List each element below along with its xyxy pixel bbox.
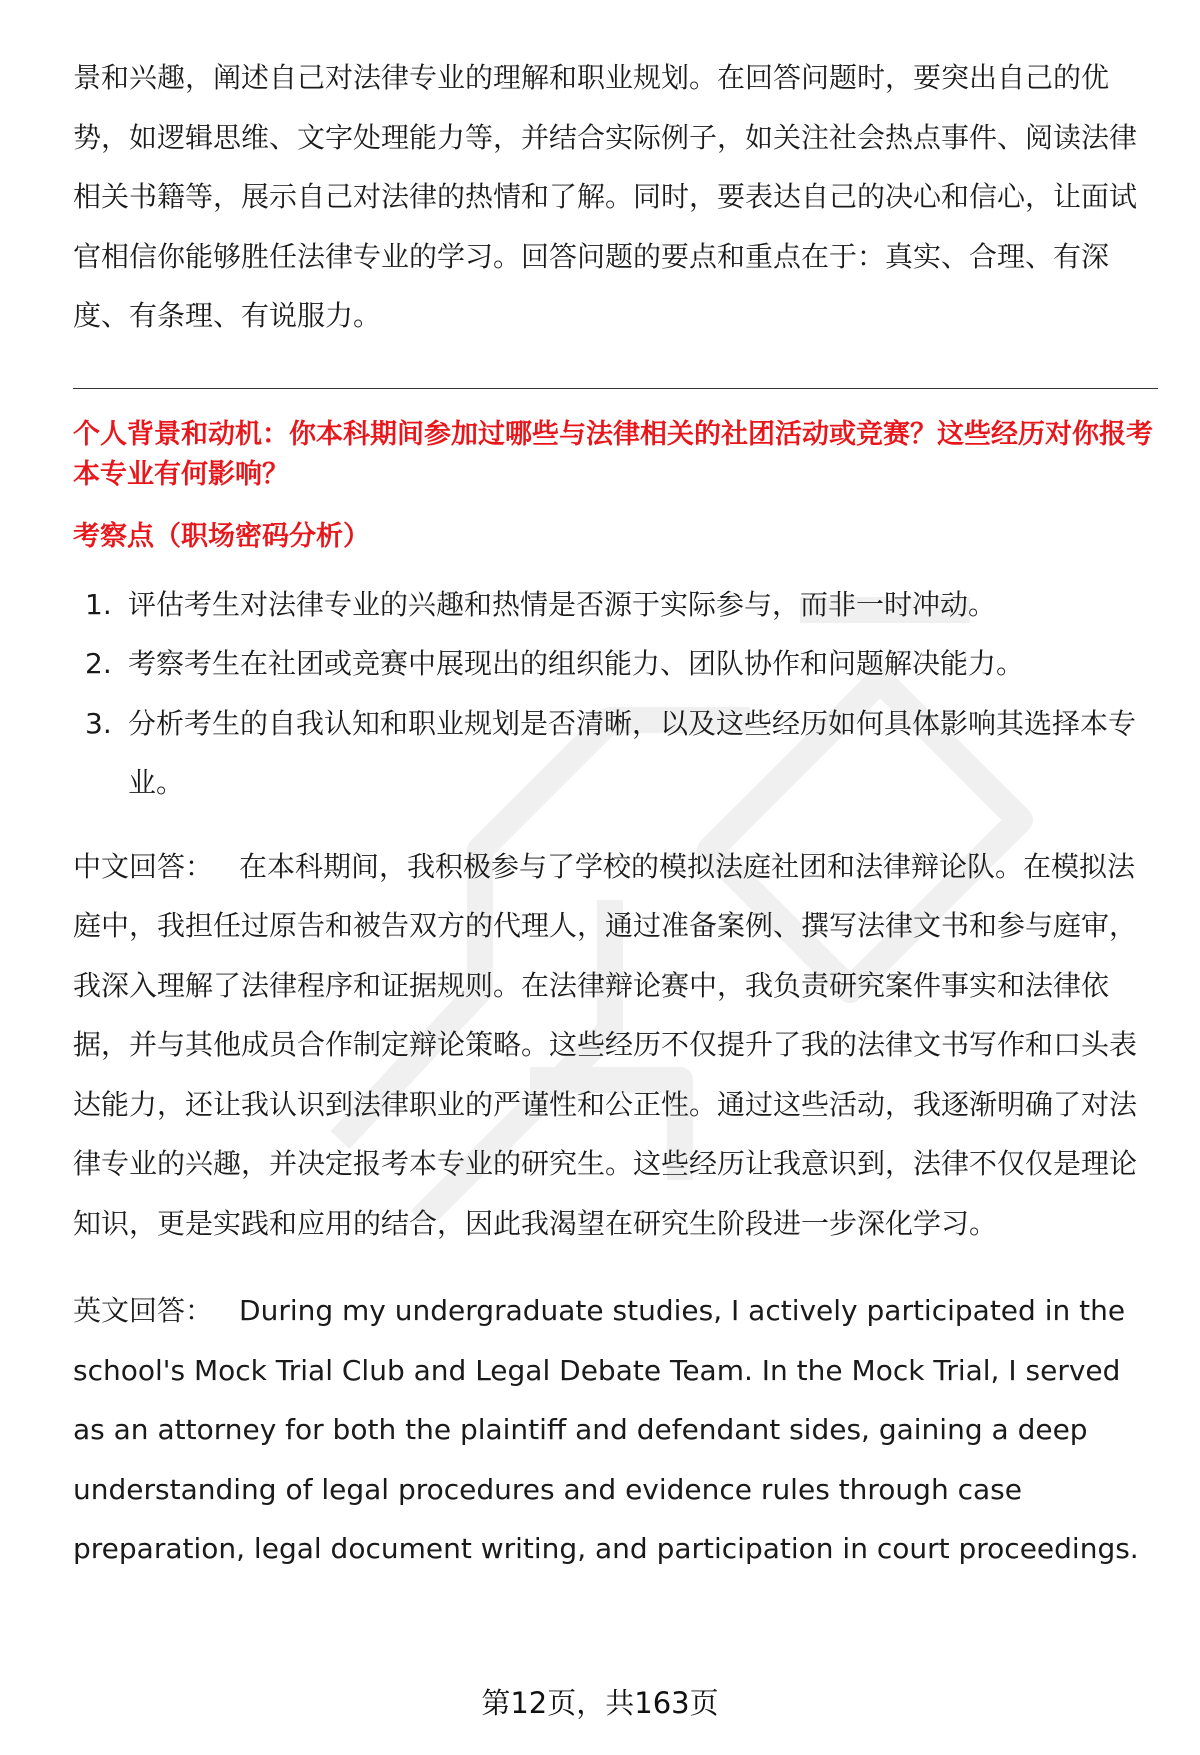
chinese-answer-label: 中文回答： (73, 849, 214, 883)
assessment-points-list (73, 575, 1158, 813)
question-heading: 个人背景和动机：你本科期间参加过哪些与法律相关的社团活动或竞赛？这些经历对你报考本专业有何影响？ (73, 418, 1153, 490)
list-item (73, 634, 1158, 694)
assessment-points-heading: 考察点（职场密码分析） (73, 520, 370, 552)
english-answer (73, 1281, 1158, 1579)
document-page (73, 48, 1158, 1579)
english-answer-text: During my undergraduate studies, I actively participated in the school's Mock Trial Club and Legal Debate Team. In the Mock Trial, I served as an attorney for both the plaintiff and defendant sides, gaining a deep understanding of legal procedures and evidence rules through case preparation, legal document writing, and participation in court proceedings. (73, 1294, 1139, 1565)
chinese-answer-text: 在本科期间，我积极参与了学校的模拟法庭社团和法律辩论队。在模拟法庭中，我担任过原告和被告双方的代理人，通过准备案例、撰写法律文书和参与庭审，我深入理解了法律程序和证据规则。在法律辩论赛中，我负责研究案件事实和法律依据，并与其他成员合作制定辩论策略。这些经历不仅提升了我的法律文书写作和口头表达能力，还让我认识到法律职业的严谨性和公正性。通过这些活动，我逐渐明确了对法律专业的兴趣，并决定报考本专业的研究生。这些经历让我意识到，法律不仅仅是理论知识，更是实践和应用的结合，因此我渴望在研究生阶段进一步深化学习。 (73, 849, 1138, 1240)
list-item-text: 评估考生对法律专业的兴趣和热情是否源于实际参与，而非一时冲动。 (128, 587, 997, 621)
list-item-number: 3. (85, 706, 112, 740)
list-item (73, 694, 1158, 813)
list-item-text: 考察考生在社团或竞赛中展现出的组织能力、团队协作和问题解决能力。 (128, 647, 1025, 680)
list-item (73, 575, 1158, 635)
list-item-number: 2. (85, 647, 112, 680)
section-divider (73, 388, 1158, 389)
list-item-text: 分析考生的自我认知和职业规划是否清晰，以及这些经历如何具体影响其选择本专业。 (128, 706, 1137, 799)
list-item-number: 1. (85, 587, 112, 621)
chinese-answer (73, 837, 1158, 1254)
intro-paragraph: 景和兴趣，阐述自己对法律专业的理解和职业规划。在回答问题时，要突出自己的优势，如逻辑思维、文字处理能力等，并结合实际例子，如关注社会热点事件、阅读法律相关书籍等，展示自己对法律的热情和了解。同时，要表达自己的决心和信心，让面试官相信你能够胜任法律专业的学习。回答问题的要点和重点在于：真实、合理、有深度、有条理、有说服力。 (73, 61, 1138, 332)
english-answer-label: 英文回答： (73, 1294, 214, 1327)
page-footer: 第12页，共163页 (481, 1686, 719, 1720)
